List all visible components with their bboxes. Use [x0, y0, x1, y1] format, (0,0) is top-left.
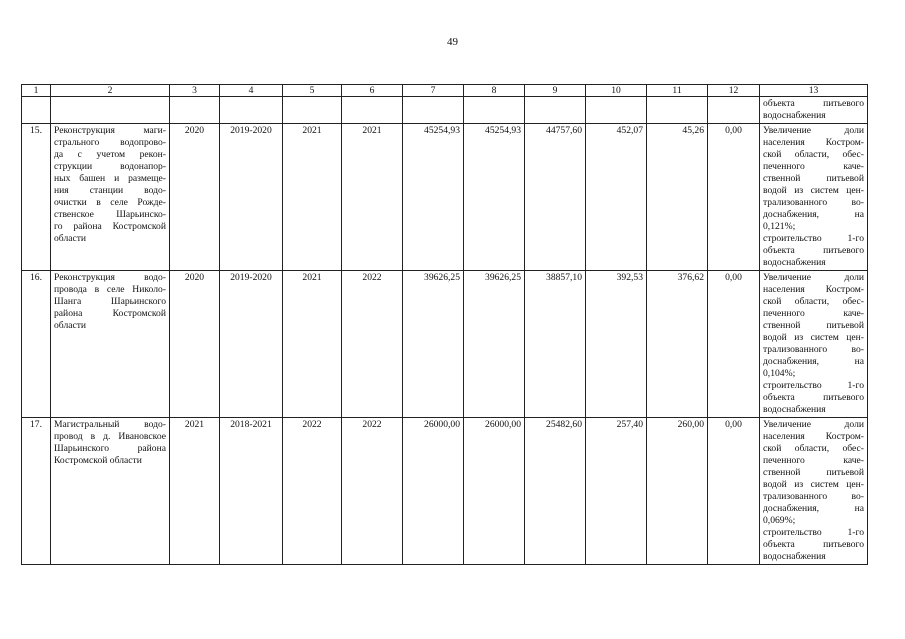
- name-line: струкции водонапор-: [54, 161, 166, 172]
- result-line: населения Костром-: [763, 137, 864, 148]
- column-number: 10: [586, 85, 647, 97]
- col-4-value: 2018-2021: [220, 418, 283, 565]
- col-9-value: 44757,60: [525, 124, 586, 271]
- name-line: района Костромской: [54, 308, 166, 319]
- col-4-value: 2019-2020: [220, 271, 283, 418]
- col-7-value: 26000,00: [403, 418, 464, 565]
- col-8-value: 26000,00: [464, 418, 525, 565]
- column-number: 11: [647, 85, 708, 97]
- name-line: Магистральный водо-: [54, 419, 166, 430]
- col-6-value: 2021: [342, 124, 403, 271]
- result-line: 0,104%;: [763, 368, 796, 379]
- result-line: ственной питьевой: [763, 320, 864, 331]
- result-line: 0,121%;: [763, 221, 796, 232]
- result-line: 0,069%;: [763, 515, 796, 526]
- result-line: трализованного во-: [763, 344, 864, 355]
- project-name: [51, 124, 170, 271]
- result-line: Увеличение доли: [763, 125, 864, 136]
- result-line: печенного каче-: [763, 308, 864, 319]
- col-5-value: 2021: [283, 124, 342, 271]
- column-number: 9: [525, 85, 586, 97]
- col-7-value: 39626,25: [403, 271, 464, 418]
- column-number: 2: [51, 85, 170, 97]
- expected-result: [760, 271, 868, 418]
- name-line: ных башен и размеще-: [54, 173, 166, 184]
- name-line: области: [54, 320, 87, 331]
- name-line: Реконструкция маги-: [54, 125, 166, 136]
- result-line: трализованного во-: [763, 197, 864, 208]
- column-number: 3: [170, 85, 220, 97]
- col-10-value: 392,53: [586, 271, 647, 418]
- table-row: [22, 271, 868, 418]
- col-5-value: 2022: [283, 418, 342, 565]
- col-11-value: 260,00: [647, 418, 708, 565]
- result-line: ской области, обес-: [763, 149, 864, 160]
- continuation-row: [22, 97, 868, 124]
- result-line: печенного каче-: [763, 455, 864, 466]
- col-11-value: 376,62: [647, 271, 708, 418]
- column-number: 7: [403, 85, 464, 97]
- col-10-value: 257,40: [586, 418, 647, 565]
- result-line: строительство 1-го: [763, 233, 864, 244]
- expected-result: [760, 418, 868, 565]
- result-line: объекта питьевого: [763, 539, 864, 550]
- result-line: строительство 1-го: [763, 527, 864, 538]
- column-number: 5: [283, 85, 342, 97]
- column-number: 8: [464, 85, 525, 97]
- expected-result: [760, 124, 868, 271]
- result-line: ской области, обес-: [763, 296, 864, 307]
- col-9-value: 38857,10: [525, 271, 586, 418]
- row-number: 16.: [22, 271, 51, 418]
- continuation-result-cell: [760, 97, 868, 124]
- col-3-value: 2021: [170, 418, 220, 565]
- col-6-value: 2022: [342, 418, 403, 565]
- name-line: ния станции водо-: [54, 185, 166, 196]
- col-9-value: 25482,60: [525, 418, 586, 565]
- result-line: доснабжения, на: [763, 356, 864, 367]
- col-7-value: 45254,93: [403, 124, 464, 271]
- name-line: области: [54, 233, 87, 244]
- result-line: ственной питьевой: [763, 173, 864, 184]
- result-line: водой из систем цен-: [763, 479, 864, 490]
- col-3-value: 2020: [170, 271, 220, 418]
- row-number: 17.: [22, 418, 51, 565]
- result-line: населения Костром-: [763, 431, 864, 442]
- col-5-value: 2021: [283, 271, 342, 418]
- result-line: Увеличение доли: [763, 419, 864, 430]
- result-line: Увеличение доли: [763, 272, 864, 283]
- column-number: 6: [342, 85, 403, 97]
- project-name: [51, 418, 170, 565]
- page-number: 49: [447, 36, 458, 48]
- investment-table: [21, 84, 868, 565]
- column-number: 12: [708, 85, 760, 97]
- result-line: населения Костром-: [763, 284, 864, 295]
- row-number: 15.: [22, 124, 51, 271]
- result-line: доснабжения, на: [763, 503, 864, 514]
- result-line: объекта питьевого: [763, 392, 864, 403]
- column-number-row: [22, 85, 868, 97]
- table-row: [22, 124, 868, 271]
- name-line: Шарьинского района: [54, 443, 166, 454]
- col-4-value: 2019-2020: [220, 124, 283, 271]
- column-number: 4: [220, 85, 283, 97]
- col-12-value: 0,00: [708, 124, 760, 271]
- column-number: 1: [22, 85, 51, 97]
- name-line: Костромской области: [54, 455, 142, 466]
- name-line: провода в селе Николо-: [54, 284, 166, 295]
- result-line: водоснабжения: [763, 110, 826, 121]
- name-line: очистки в селе Рожде-: [54, 197, 166, 208]
- name-line: провод в д. Ивановское: [54, 431, 166, 442]
- name-line: го района Костромской: [54, 221, 166, 232]
- table-row: [22, 418, 868, 565]
- result-line: водой из систем цен-: [763, 332, 864, 343]
- result-line: ской области, обес-: [763, 443, 864, 454]
- result-line: трализованного во-: [763, 491, 864, 502]
- result-line: печенного каче-: [763, 161, 864, 172]
- result-line: доснабжения, на: [763, 209, 864, 220]
- col-12-value: 0,00: [708, 271, 760, 418]
- result-line: строительство 1-го: [763, 380, 864, 391]
- name-line: Реконструкция водо-: [54, 272, 166, 283]
- result-line: ственной питьевой: [763, 467, 864, 478]
- column-number: 13: [760, 85, 868, 97]
- name-line: ственское Шарьинско-: [54, 209, 166, 220]
- col-10-value: 452,07: [586, 124, 647, 271]
- col-3-value: 2020: [170, 124, 220, 271]
- name-line: да с учетом рекон-: [54, 149, 166, 160]
- result-line: водоснабжения: [763, 257, 826, 268]
- col-6-value: 2022: [342, 271, 403, 418]
- name-line: Шанга Шарьинского: [54, 296, 166, 307]
- result-line: водоснабжения: [763, 551, 826, 562]
- result-line: водой из систем цен-: [763, 185, 864, 196]
- name-line: стрального водопрово-: [54, 137, 166, 148]
- col-11-value: 45,26: [647, 124, 708, 271]
- col-8-value: 45254,93: [464, 124, 525, 271]
- project-name: [51, 271, 170, 418]
- result-line: объекта питьевого: [763, 245, 864, 256]
- col-12-value: 0,00: [708, 418, 760, 565]
- result-line: водоснабжения: [763, 404, 826, 415]
- col-8-value: 39626,25: [464, 271, 525, 418]
- result-line: объекта питьевого: [763, 98, 864, 109]
